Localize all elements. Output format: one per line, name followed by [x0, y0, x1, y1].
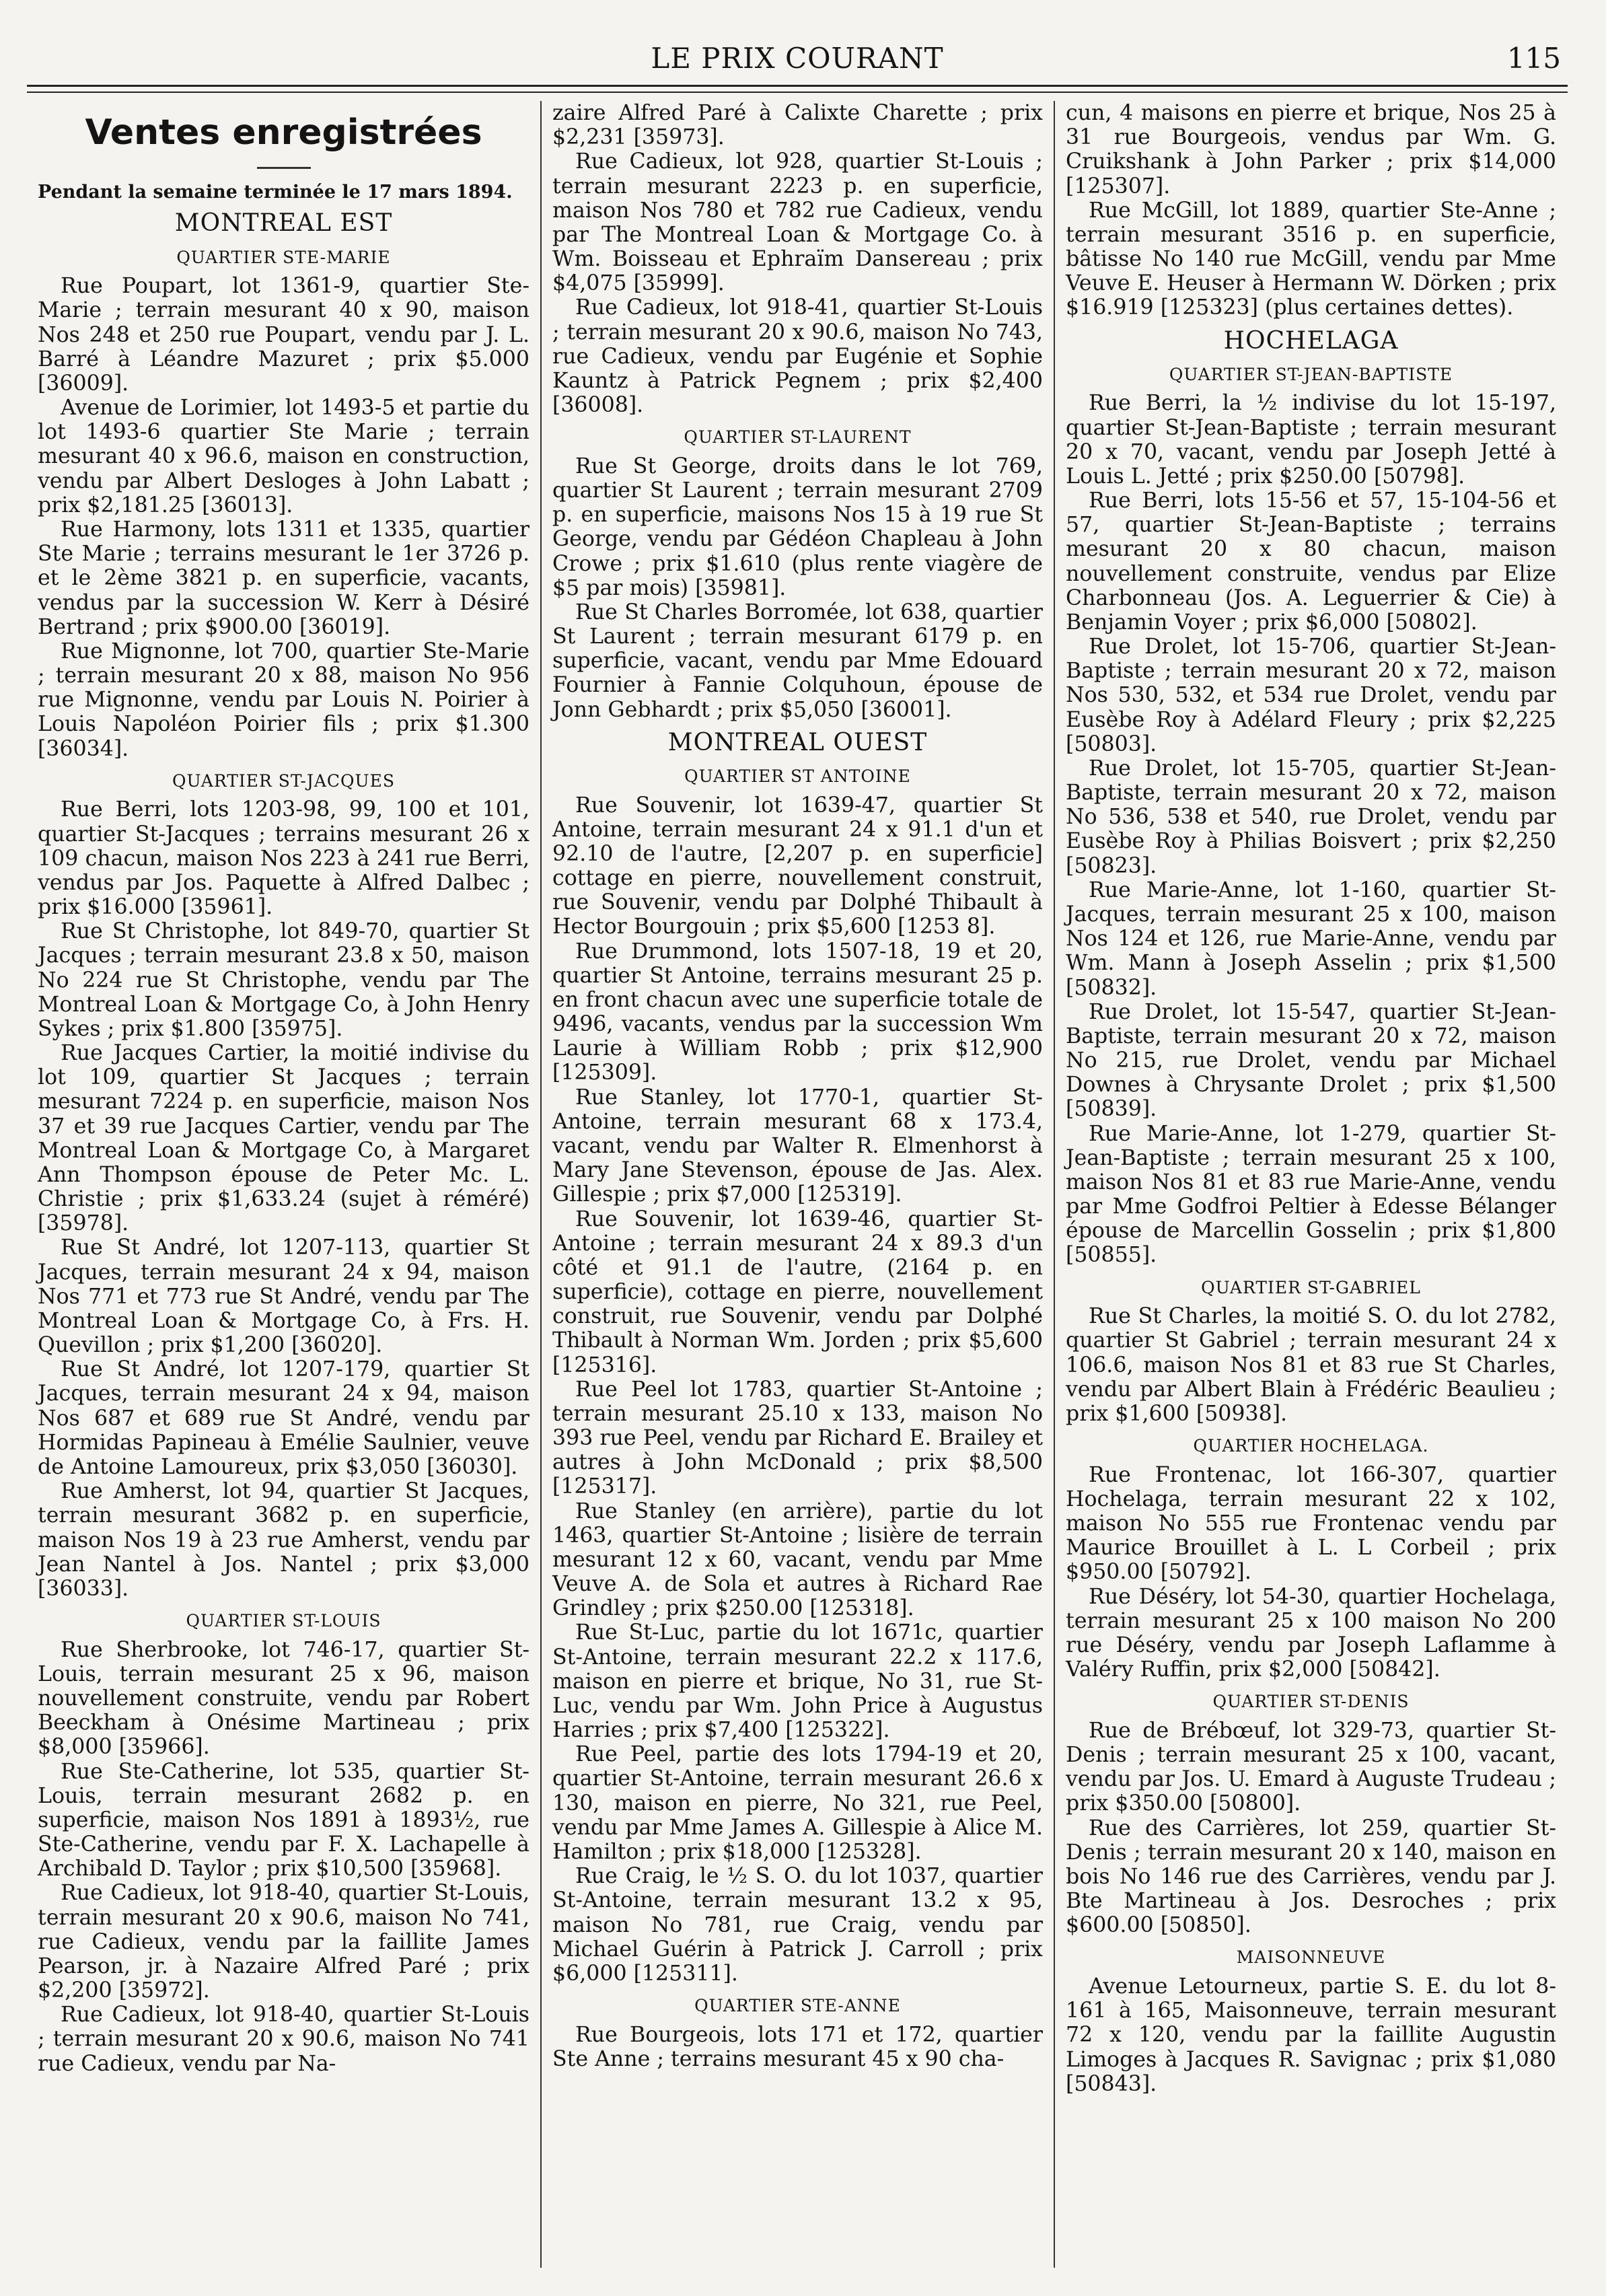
region-heading: MONTREAL EST — [174, 209, 393, 238]
quarter-heading: QUARTIER ST-JEAN-BAPTISTE — [1169, 364, 1453, 384]
sale-entry: Rue Jacques Cartier, la moitié indivise du lot 109, quartier St Jacques ; terrain mesurant 7224 p. en superficie, maison Nos 37 et 39 rue Jacques Cartier, vendu par The Montreal Loan & Mortgage Co, à Margaret Ann Thompson épouse de Peter Mc. L. Christie ; prix $1,633.24 (sujet à réméré) [35978]. — [38, 1041, 530, 1236]
sale-entry: Rue Mignonne, lot 700, quartier Ste-Marie ; terrain mesurant 20 x 88, maison No 956 rue Mignonne, vendu par Louis N. Poirier à Louis Napoléon Poirier fils ; prix $1.300 [36034]. — [38, 639, 530, 761]
sale-entry: Rue de Brébœuf, lot 329-73, quartier St-Denis ; terrain mesurant 25 x 100, vacant, vendu par Jos. U. Emard à Auguste Trudeau ; prix $350.00 [50800]. — [1066, 1718, 1556, 1816]
quarter-heading: QUARTIER ST-JACQUES — [172, 770, 395, 791]
sale-entry: Rue Marie-Anne, lot 1-160, quartier St-Jacques, terrain mesurant 25 x 100, maison Nos 124 et 126, rue Marie-Anne, vendu par Wm. Mann à Joseph Asselin ; prix $1,500 [50832]. — [1066, 877, 1556, 1000]
quarter-heading: QUARTIER ST-LAURENT — [684, 427, 912, 447]
sale-entry: Rue Peel, partie des lots 1794-19 et 20, quartier St-Antoine, terrain mesurant 26.6 x 130, maison en pierre, No 321, rue Peel, vendu par Mme James A. Gillespie à Alice M. Hamilton ; prix $18,000 [125328]. — [552, 1742, 1043, 1864]
sale-entry: Avenue de Lorimier, lot 1493-5 et partie du lot 1493-6 quartier Ste Marie ; terrain mesurant 40 x 96.6, maison en construction, vendu par Albert Desloges à John Labatt ; prix $2,181.25 [36013]. — [38, 396, 530, 517]
sale-entry: Rue St André, lot 1207-113, quartier St Jacques, terrain mesurant 24 x 94, maison Nos 771 et 773 rue St André, vendu par The Montreal Loan & Mortgage Co, à Frs. H. Quevillon ; prix $1,200 [36020]. — [38, 1235, 530, 1358]
sale-entry: Rue Drolet, lot 15-705, quartier St-Jean-Baptiste, terrain mesurant 20 x 72, maison No 536, 538 et 540, rue Drolet, vendu par Eusèbe Roy à Philias Boisvert ; prix $2,250 [50823]. — [1066, 756, 1556, 878]
section-title: Ventes enregistrées — [85, 112, 482, 153]
sale-entry: Rue St George, droits dans le lot 769, quartier St Laurent ; terrain mesurant 2709 p. en superficie, maisons Nos 15 à 19 rue St George, vendu par Gédéon Chapleau à John Crowe ; prix $1.610 (plus rente viagère de $5 par mois) [35981]. — [552, 454, 1043, 600]
sale-entry: Rue Souvenir, lot 1639-46, quartier St-Antoine ; terrain mesurant 24 x 89.3 d'un côté et 91.1 de l'autre, (2164 p. en superficie), cottage en pierre, nouvellement construit, rue Souvenir, vendu par Dolphé Thibault à Norman Wm. Jorden ; prix $5,600 [125316]. — [552, 1207, 1043, 1377]
columns — [27, 101, 1568, 2268]
column-2 — [540, 101, 1054, 2268]
quarter-heading: QUARTIER HOCHELAGA. — [1193, 1436, 1429, 1456]
header-rule-thin — [27, 92, 1568, 93]
quarter-heading: QUARTIER ST ANTOINE — [684, 766, 911, 786]
sale-entry: Rue St André, lot 1207-179, quartier St Jacques, terrain mesurant 24 x 94, maison Nos 687 et 689 rue St André, vendu par Hormidas Papineau à Emélie Saulnier, veuve de Antoine Lamoureux, prix $3,050 [36030]. — [38, 1357, 530, 1479]
sale-entry: Rue Cadieux, lot 918-40, quartier St-Louis, terrain mesurant 20 x 90.6, maison No 741, rue Cadieux, vendu par la faillite James Pearson, jr. à Nazaire Alfred Paré ; prix $2,200 [35972]. — [38, 1881, 530, 2003]
sale-entry: Rue Bourgeois, lots 171 et 172, quartier Ste Anne ; terrains mesurant 45 x 90 cha- — [552, 2022, 1043, 2071]
sale-entry: Rue Berri, la ½ indivise du lot 15-197, quartier St-Jean-Baptiste ; terrain mesurant 20 x 70, vacant, vendu par Joseph Jetté à Louis L. Jetté ; prix $250.00 [50798]. — [1066, 391, 1556, 489]
sale-entry: Rue Craig, le ½ S. O. du lot 1037, quartier St-Antoine, terrain mesurant 13.2 x 95, maison No 781, rue Craig, vendu par Michael Guérin à Patrick J. Carroll ; prix $6,000 [125311]. — [552, 1864, 1043, 1986]
sale-entry: Rue Cadieux, lot 918-40, quartier St-Louis ; terrain mesurant 20 x 90.6, maison No 741 rue Cadieux, vendu par Na- — [38, 2003, 530, 2076]
quarter-heading: QUARTIER ST-DENIS — [1212, 1692, 1410, 1712]
sale-entry: Rue St Charles Borromée, lot 638, quartier St Laurent ; terrain mesurant 6179 p. en superficie, vacant, vendu par Mme Edouard Fournier à Fannie Colquhoun, épouse de Jonn Gebhardt ; prix $5,050 [36001]. — [552, 600, 1043, 722]
column-3 — [1054, 101, 1567, 2268]
sale-entry: Rue Drolet, lot 15-706, quartier St-Jean-Baptiste ; terrain mesurant 20 x 72, maison Nos 530, 532, et 534 rue Drolet, vendu par Eusèbe Roy à Adélard Fleury ; prix $2,225 [50803]. — [1066, 635, 1556, 756]
period-note: Pendant la semaine terminée le 17 mars 1894. — [38, 181, 513, 203]
sale-entry: Avenue Letourneux, partie S. E. du lot 8-161 à 165, Maisonneuve, terrain mesurant 72 x 120, vendu par la faillite Augustin Limoges à Jacques R. Savignac ; prix $1,080 [50843]. — [1066, 1974, 1556, 2096]
sale-entry: Rue Amherst, lot 94, quartier St Jacques, terrain mesurant 3682 p. en superficie, maison Nos 19 à 23 rue Amherst, vendu par Jean Nantel à Jos. Nantel ; prix $3,000 [36033]. — [38, 1479, 530, 1601]
continued-entry: zaire Alfred Paré à Calixte Charette ; prix $2,231 [35973]. — [552, 101, 1043, 150]
title-divider — [257, 167, 311, 169]
running-title: LE PRIX COURANT — [651, 42, 944, 75]
sale-entry: Rue Souvenir, lot 1639-47, quartier St Antoine, terrain mesurant 24 x 91.1 d'un et 92.10 de l'autre, [2,207 p. en superficie] cottage en pierre, nouvellement construit, rue Souvenir, vendu par Dolphé Thibault à Hector Bourgouin ; prix $5,600 [1253 8]. — [552, 793, 1043, 939]
sale-entry: Rue Berri, lots 1203-98, 99, 100 et 101, quartier St-Jacques ; terrains mesurant 26 x 109 chacun, maison Nos 223 à 241 rue Berri, vendus par Jos. Paquette à Alfred Dalbec ; prix $16.000 [35961]. — [38, 797, 530, 920]
sale-entry: Rue McGill, lot 1889, quartier Ste-Anne ; terrain mesurant 3516 p. en superficie, bâtisse No 140 rue McGill, vendu par Mme Veuve E. Heuser à Hermann W. Dörken ; prix $16.919 [125323] (plus certaines dettes). — [1066, 198, 1556, 320]
header-rule — [27, 85, 1568, 87]
quarter-heading: QUARTIER STE-MARIE — [176, 247, 391, 267]
sale-entry: Rue Frontenac, lot 166-307, quartier Hochelaga, terrain mesurant 22 x 102, maison No 555 rue Frontenac vendu par Maurice Brouillet à L. L Corbeil ; prix $950.00 [50792]. — [1066, 1462, 1556, 1585]
sale-entry: Rue St-Luc, partie du lot 1671c, quartier St-Antoine, terrain mesurant 22.2 x 117.6, maison en pierre et brique, No 31, rue St-Luc, vendu par Wm. John Price à Augustus Harries ; prix $7,400 [125322]. — [552, 1620, 1043, 1743]
sale-entry: Rue St Charles, la moitié S. O. du lot 2782, quartier St Gabriel ; terrain mesurant 24 x 106.6, maison Nos 81 et 83 rue St Charles, vendu par Albert Blain à Frédéric Beaulieu ; prix $1,600 [50938]. — [1066, 1304, 1556, 1426]
sale-entry: Rue Sherbrooke, lot 746-17, quartier St-Louis, terrain mesurant 25 x 96, maison nouvellement construite, vendu par Robert Beeckham à Onésime Martineau ; prix $8,000 [35966]. — [38, 1637, 530, 1760]
sale-entry: Rue des Carrières, lot 259, quartier St-Denis ; terrain mesurant 20 x 140, maison en bois No 146 rue des Carrières, vendu par J. Bte Martineau à Jos. Desroches ; prix $600.00 [50850]. — [1066, 1816, 1556, 1938]
quarter-heading: QUARTIER ST-LOUIS — [186, 1611, 381, 1631]
sale-entry: Rue Marie-Anne, lot 1-279, quartier St-Jean-Baptiste ; terrain mesurant 25 x 100, maison Nos 81 et 83 rue Marie-Anne, vendu par Mme Godfroi Peltier à Edesse Bélanger épouse de Marcellin Gosselin ; prix $1,800 [50855]. — [1066, 1121, 1556, 1268]
page-number: 115 — [1506, 42, 1561, 75]
sale-entry: Rue Peel lot 1783, quartier St-Antoine ; terrain mesurant 25.10 x 133, maison No 393 rue Peel, vendu par Richard E. Brailey et autres à John McDonald ; prix $8,500 [125317]. — [552, 1377, 1043, 1499]
sale-entry: Rue Poupart, lot 1361-9, quartier Ste-Marie ; terrain mesurant 40 x 90, maison Nos 248 et 250 rue Poupart, vendu par J. L. Barré à Léandre Mazuret ; prix $5.000 [36009]. — [38, 274, 530, 396]
sale-entry: Rue Déséry, lot 54-30, quartier Hochelaga, terrain mesurant 25 x 100 maison No 200 rue Déséry, vendu par Joseph Laflamme à Valéry Ruffin, prix $2,000 [50842]. — [1066, 1584, 1556, 1682]
quarter-heading: QUARTIER STE-ANNE — [694, 1996, 901, 2016]
quarter-heading: QUARTIER ST-GABRIEL — [1201, 1277, 1421, 1297]
sale-entry: Rue Cadieux, lot 918-41, quartier St-Louis ; terrain mesurant 20 x 90.6, maison No 743, rue Cadieux, vendu par Eugénie et Sophie Kauntz à Patrick Pegnem ; prix $2,400 [36008]. — [552, 295, 1043, 418]
column-1 — [27, 101, 540, 2268]
sale-entry: Rue Stanley, lot 1770-1, quartier St-Antoine, terrain mesurant 68 x 173.4, vacant, vendu par Walter R. Elmenhorst à Mary Jane Stevenson, épouse de Jas. Alex. Gillespie ; prix $7,000 [125319]. — [552, 1085, 1043, 1207]
page-header — [27, 38, 1568, 78]
sale-entry: Rue St Christophe, lot 849-70, quartier St Jacques ; terrain mesurant 23.8 x 50, maison No 224 rue St Christophe, vendu par The Montreal Loan & Mortgage Co, à John Henry Sykes ; prix $1.800 [35975]. — [38, 919, 530, 1041]
sale-entry: Rue Cadieux, lot 928, quartier St-Louis ; terrain mesurant 2223 p. en superficie, maison Nos 780 et 782 rue Cadieux, vendu par The Montreal Loan & Mortgage Co. à Wm. Boisseau et Ephraïm Dansereau ; prix $4,075 [35999]. — [552, 149, 1043, 296]
quarter-heading: MAISONNEUVE — [1236, 1947, 1386, 1968]
region-heading: HOCHELAGA — [1223, 326, 1399, 355]
sale-entry: Rue Ste-Catherine, lot 535, quartier St-Louis, terrain mesurant 2682 p. en superficie, maison Nos 1891 à 1893½, rue Ste-Catherine, vendu par F. X. Lachapelle à Archibald D. Taylor ; prix $10,500 [35968]. — [38, 1759, 530, 1881]
sale-entry: Rue Stanley (en arrière), partie du lot 1463, quartier St-Antoine ; lisière de terrain mesurant 12 x 60, vacant, vendu par Mme Veuve A. de Sola et autres à Richard Rae Grindley ; prix $250.00 [125318]. — [552, 1499, 1043, 1621]
sale-entry: Rue Drummond, lots 1507-18, 19 et 20, quartier St Antoine, terrains mesurant 25 p. en front chacun avec une superficie totale de 9496, vacants, vendus par la succession Wm Laurie à William Robb ; prix $12,900 [125309]. — [552, 939, 1043, 1085]
sale-entry: Rue Harmony, lots 1311 et 1335, quartier Ste Marie ; terrains mesurant le 1er 3726 p. et le 2ème 3821 p. en superficie, vacants, vendus par la succession W. Kerr à Désiré Bertrand ; prix $900.00 [36019]. — [38, 517, 530, 639]
region-heading: MONTREAL OUEST — [667, 728, 928, 756]
continued-entry: cun, 4 maisons en pierre et brique, Nos 25 à 31 rue Bourgeois, vendus par Wm. G. Cruikshank à John Parker ; prix $14,000 [125307]. — [1066, 101, 1556, 199]
sale-entry: Rue Drolet, lot 15-547, quartier St-Jean-Baptiste, terrain mesurant 20 x 72, maison No 215, rue Drolet, vendu par Michael Downes à Chrysante Drolet ; prix $1,500 [50839]. — [1066, 999, 1556, 1122]
sale-entry: Rue Berri, lots 15-56 et 57, 15-104-56 et 57, quartier St-Jean-Baptiste ; terrains mesurant 20 x 80 chacun, maison nouvellement construite, vendus par Elize Charbonneau (Jos. A. Leguerrier & Cie) à Benjamin Voyer ; prix $6,000 [50802]. — [1066, 489, 1556, 635]
